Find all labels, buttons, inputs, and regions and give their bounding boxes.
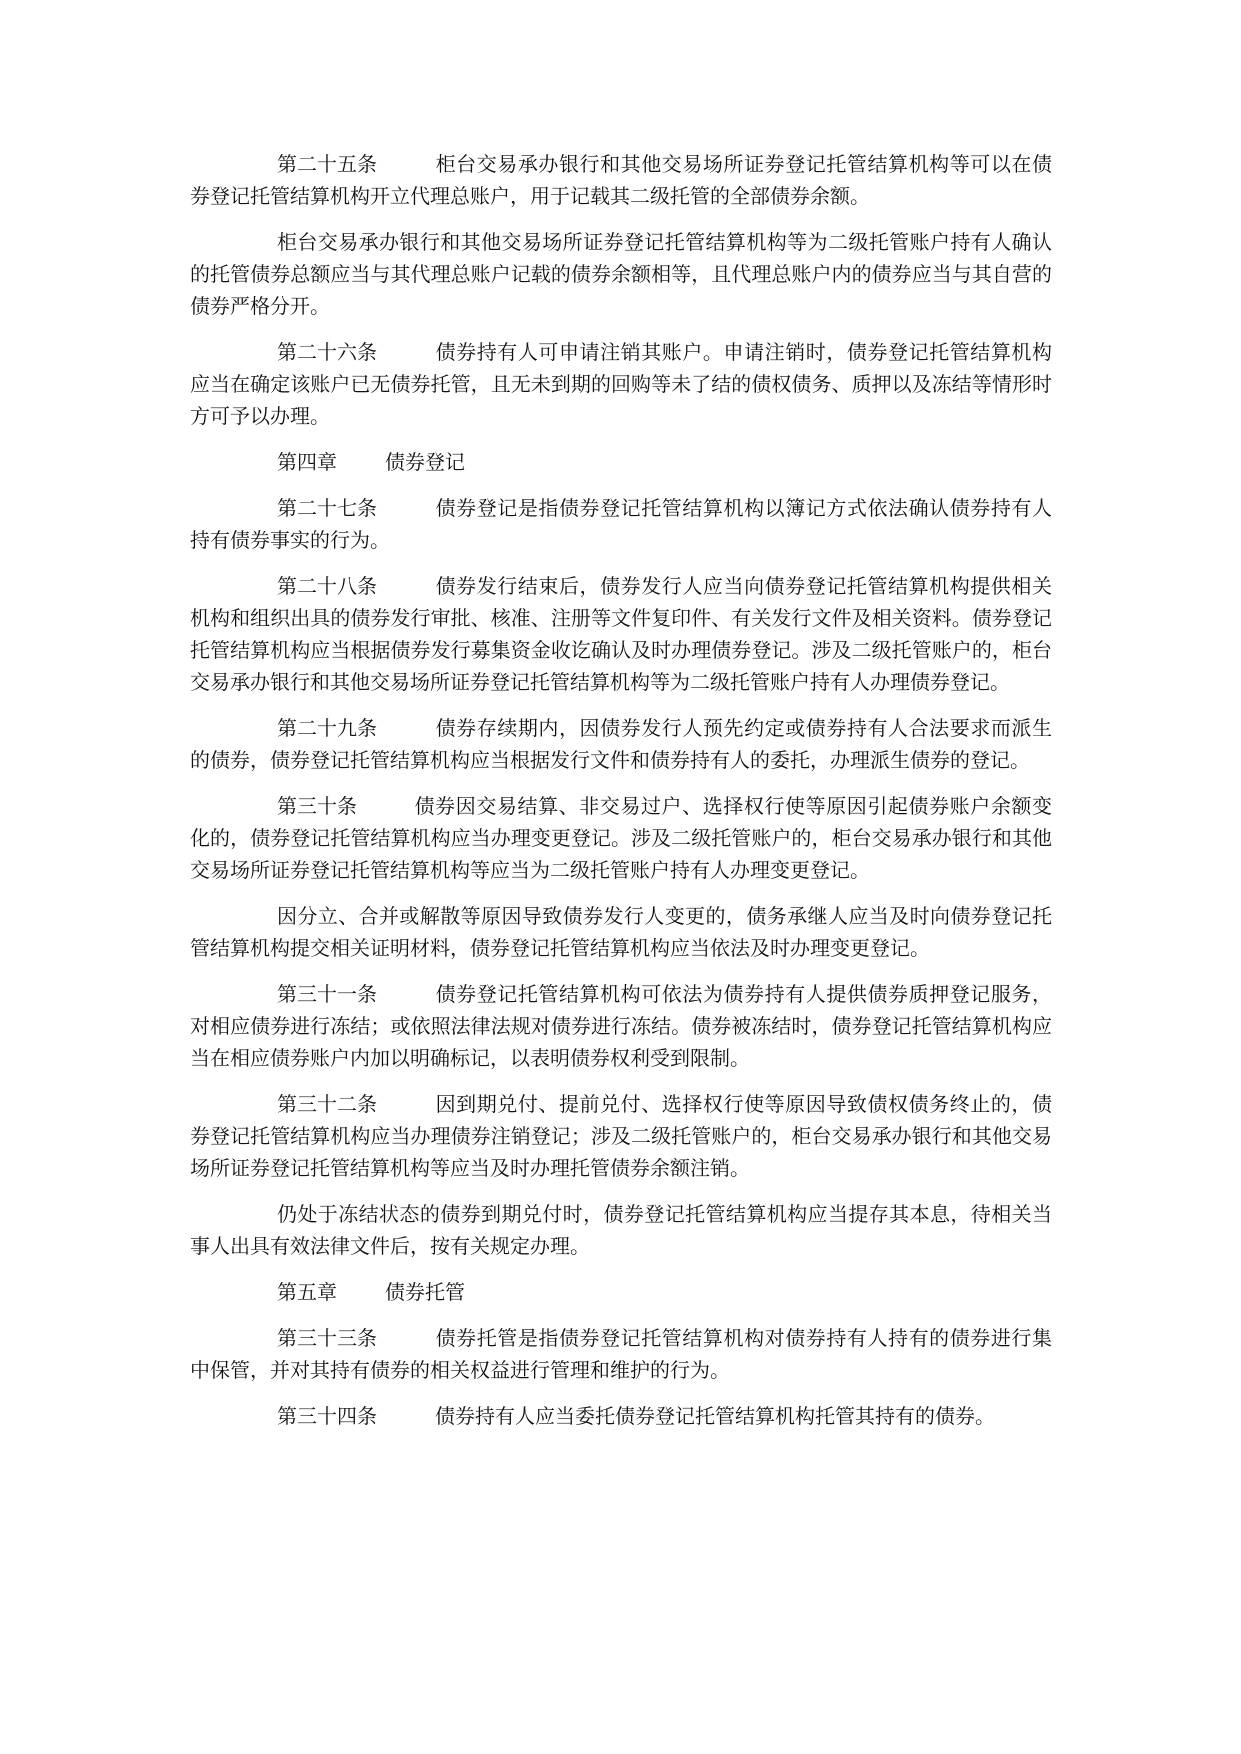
article-34 — [190, 1400, 1052, 1432]
document-body — [190, 148, 1052, 1446]
chapter-4-heading — [190, 446, 1052, 478]
chapter-number: 第五章 — [277, 1280, 337, 1304]
article-text: 仍处于冻结状态的债券到期兑付时，债券登记托管结算机构应当提存其本息，待相关当事人出具有效法律文件后，按有关规定办理。 — [190, 1202, 1052, 1258]
article-number: 第二十八条 — [277, 574, 377, 598]
article-31 — [190, 978, 1052, 1074]
article-text: 债券存续期内，因债券发行人预先约定或债券持有人合法要求而派生的债券，债券登记托管结算机构应当根据发行文件和债券持有人的委托，办理派生债券的登记。 — [190, 716, 1052, 772]
article-30 — [190, 790, 1052, 886]
article-number: 第三十三条 — [277, 1326, 377, 1350]
article-number: 第三十二条 — [277, 1092, 377, 1116]
article-number: 第二十七条 — [277, 496, 377, 520]
article-text: 柜台交易承办银行和其他交易场所证券登记托管结算机构等可以在债券登记托管结算机构开立代理总账户，用于记载其二级托管的全部债券余额。 — [190, 152, 1052, 208]
article-32 — [190, 1088, 1052, 1184]
chapter-title: 债券托管 — [385, 1280, 465, 1304]
article-text: 债券因交易结算、非交易过户、选择权行使等原因引起债券账户余额变化的，债券登记托管结算机构应当办理变更登记。涉及二级托管账户的，柜台交易承办银行和其他交易场所证券登记托管结算机构等应当为二级托管账户持有人办理变更登记。 — [190, 794, 1052, 882]
article-text: 债券托管是指债券登记托管结算机构对债券持有人持有的债券进行集中保管，并对其持有债券的相关权益进行管理和维护的行为。 — [190, 1326, 1052, 1382]
article-27 — [190, 492, 1052, 556]
article-number: 第二十五条 — [277, 152, 377, 176]
article-text: 柜台交易承办银行和其他交易场所证券登记托管结算机构等为二级托管账户持有人确认的托管债券总额应当与其代理总账户记载的债券余额相等，且代理总账户内的债券应当与其自营的债券严格分开。 — [190, 230, 1052, 318]
article-text: 债券登记是指债券登记托管结算机构以簿记方式依法确认债券持有人持有债券事实的行为。 — [190, 496, 1052, 552]
article-number: 第三十四条 — [277, 1404, 377, 1428]
article-text: 债券发行结束后，债券发行人应当向债券登记托管结算机构提供相关机构和组织出具的债券发行审批、核准、注册等文件复印件、有关发行文件及相关资料。债券登记托管结算机构应当根据债券发行募集资金收讫确认及时办理债券登记。涉及二级托管账户的，柜台交易承办银行和其他交易场所证券登记托管结算机构等为二级托管账户持有人办理债券登记。 — [190, 574, 1052, 694]
article-number: 第三十一条 — [277, 982, 377, 1006]
article-29 — [190, 712, 1052, 776]
chapter-5-heading — [190, 1276, 1052, 1308]
article-text: 因分立、合并或解散等原因导致债券发行人变更的，债务承继人应当及时向债券登记托管结算机构提交相关证明材料，债券登记托管结算机构应当依法及时办理变更登记。 — [190, 904, 1052, 960]
article-25-paragraph-2 — [190, 226, 1052, 322]
chapter-title: 债券登记 — [385, 450, 465, 474]
article-text: 债券登记托管结算机构可依法为债券持有人提供债券质押登记服务，对相应债券进行冻结；或依照法律法规对债券进行冻结。债券被冻结时，债券登记托管结算机构应当在相应债券账户内加以明确标记，以表明债券权利受到限制。 — [190, 982, 1052, 1070]
article-text: 因到期兑付、提前兑付、选择权行使等原因导致债权债务终止的，债券登记托管结算机构应当办理债券注销登记；涉及二级托管账户的，柜台交易承办银行和其他交易场所证券登记托管结算机构等应当及时办理托管债券余额注销。 — [190, 1092, 1052, 1180]
article-text: 债券持有人可申请注销其账户。申请注销时，债券登记托管结算机构应当在确定该账户已无债券托管，且无未到期的回购等未了结的债权债务、质押以及冻结等情形时方可予以办理。 — [190, 340, 1052, 428]
article-number: 第三十条 — [277, 794, 357, 818]
article-30-paragraph-2 — [190, 900, 1052, 964]
article-25 — [190, 148, 1052, 212]
article-28 — [190, 570, 1052, 698]
article-33 — [190, 1322, 1052, 1386]
chapter-number: 第四章 — [277, 450, 337, 474]
article-number: 第二十九条 — [277, 716, 377, 740]
article-number: 第二十六条 — [277, 340, 377, 364]
article-26 — [190, 336, 1052, 432]
article-text: 债券持有人应当委托债券登记托管结算机构托管其持有的债券。 — [435, 1404, 995, 1428]
article-32-paragraph-2 — [190, 1198, 1052, 1262]
